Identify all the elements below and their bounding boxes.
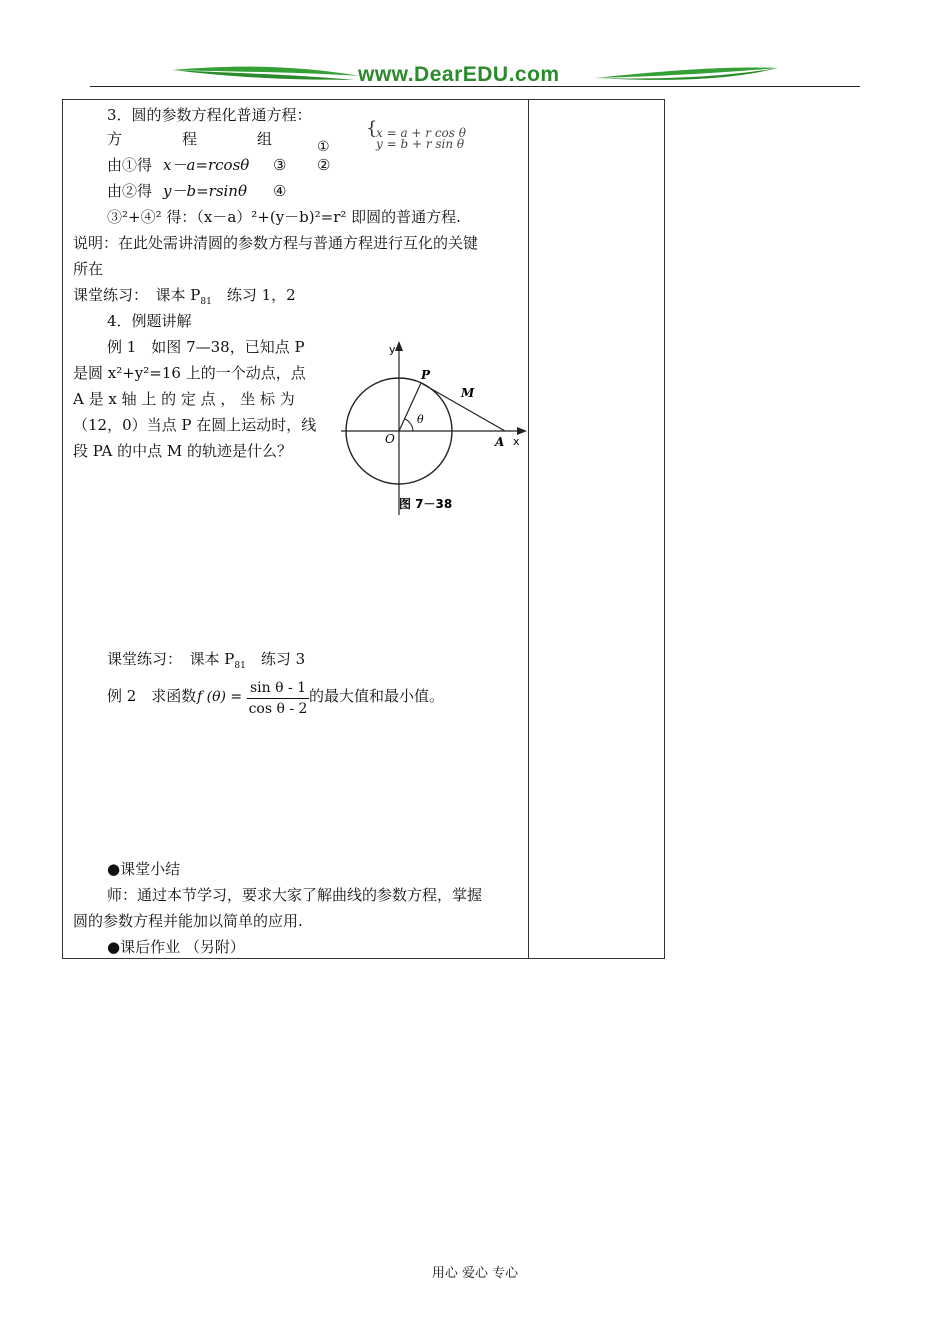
y-axis-arrow-icon xyxy=(395,341,403,351)
step-1-prefix: 由①得 xyxy=(107,156,153,174)
practice-2 xyxy=(107,650,305,675)
x-axis-label: x xyxy=(513,435,520,448)
figure-7-38 xyxy=(333,333,533,519)
example-1-line-3: A 是 x 轴 上 的 定 点 ， 坐 标 为 xyxy=(73,390,295,408)
page-footer: 用心 爱心 专心 xyxy=(431,1266,519,1281)
step-3-result: ③²+④² 得：（x－a）²+(y－b)²=r² 即圆的普通方程. xyxy=(107,208,461,226)
homework-line: ●课后作业 （另附） xyxy=(107,938,245,956)
example-1-line-5: 段 PA 的中点 M 的轨迹是什么？ xyxy=(73,442,292,460)
practice-2-text: 课堂练习： 课本 P xyxy=(107,650,235,668)
circled-2-label: ② xyxy=(317,156,331,174)
step-2-prefix: 由②得 xyxy=(107,182,153,200)
section-3-title: 3．圆的参数方程化普通方程： xyxy=(107,106,312,124)
system-equation-2: y = b + r sin θ xyxy=(376,137,465,151)
practice-1-items: 练习 1，2 xyxy=(211,286,296,304)
header-rule xyxy=(90,86,860,87)
point-p-label: P xyxy=(421,368,431,382)
page-header xyxy=(90,60,860,90)
origin-label: O xyxy=(385,432,395,446)
summary-line-2: 圆的参数方程并能加以简单的应用. xyxy=(73,912,303,930)
point-m-label: M xyxy=(461,386,475,400)
left-brace-icon: { xyxy=(366,118,378,139)
practice-1-subscript: 81 xyxy=(200,297,212,307)
example-2-function: f (θ) = xyxy=(197,689,243,705)
theta-label: θ xyxy=(417,413,424,426)
fraction-numerator: sin θ - 1 xyxy=(249,680,307,696)
example-2-suffix: 的最大值和最小值。 xyxy=(309,687,445,705)
note-line-2: 所在 xyxy=(73,260,104,278)
circled-4-label: ④ xyxy=(273,182,287,200)
x-axis-arrow-icon xyxy=(517,427,527,435)
section-4-title: 4．例题讲解 xyxy=(107,312,192,330)
figure-caption: 图 7－38 xyxy=(399,497,453,511)
example-1-line-1: 例 1 如图 7—38，已知点 P xyxy=(107,338,305,356)
circled-1-label: ① xyxy=(317,139,330,155)
theta-arc xyxy=(405,419,413,431)
example-2-prefix: 例 2 求函数 xyxy=(107,687,197,705)
practice-2-subscript: 81 xyxy=(234,661,246,671)
fraction-denominator: cos θ - 2 xyxy=(248,701,308,717)
example-2-fraction xyxy=(243,680,313,717)
summary-title: ●课堂小结 xyxy=(107,860,181,878)
section-3-system-label: 方 程 组 xyxy=(107,130,273,148)
y-axis-label: y xyxy=(389,343,396,356)
summary-line-1: 师：通过本节学习，要求大家了解曲线的参数方程，掌握 xyxy=(107,886,483,904)
table-column-divider xyxy=(528,100,529,958)
practice-1 xyxy=(73,286,296,311)
example-1-line-2: 是圆 x²+y²=16 上的一个动点，点 xyxy=(73,364,306,382)
example-1-line-4: （12，0）当点 P 在圆上运动时，线 xyxy=(73,416,317,434)
logo-text: www.DearEDU.com xyxy=(358,63,560,86)
step-1-equation: x－a=rcosθ xyxy=(163,156,250,174)
practice-2-items: 练习 3 xyxy=(245,650,306,668)
point-a-label: A xyxy=(495,435,505,449)
lesson-table xyxy=(62,99,665,959)
practice-1-text: 课堂练习： 课本 P xyxy=(73,286,201,304)
circled-3-label: ③ xyxy=(273,156,287,174)
system-equation-1: x = a + r cos θ xyxy=(376,126,466,140)
step-2-equation: y－b=rsinθ xyxy=(163,182,248,200)
note-line-1: 说明：在此处需讲清圆的参数方程与普通方程进行互化的关键 xyxy=(73,234,479,252)
